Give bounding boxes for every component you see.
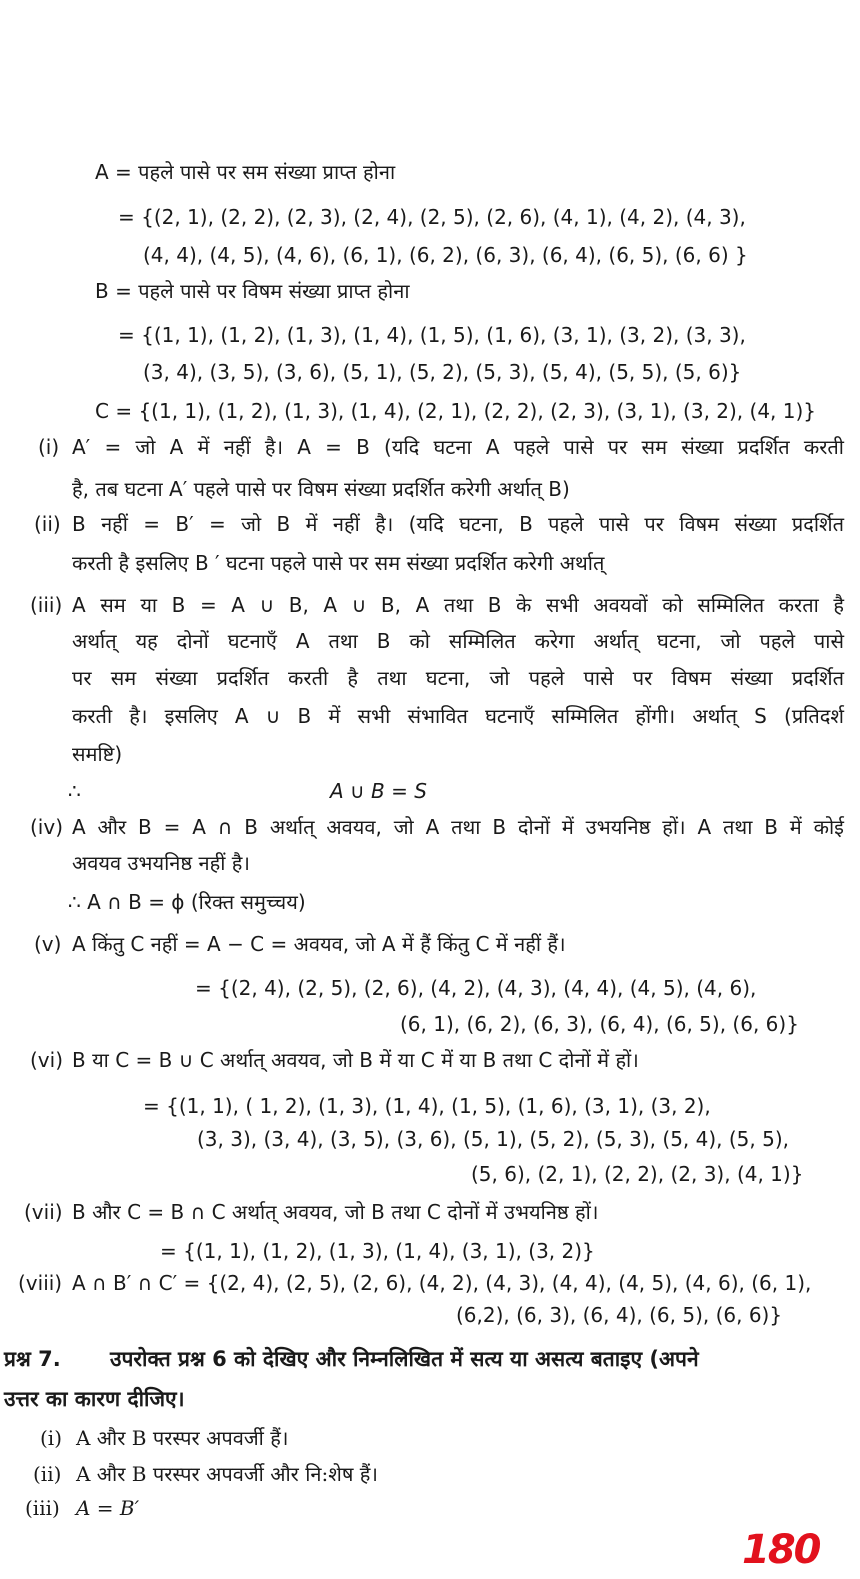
question-7-item-label-ii: (ii) xyxy=(33,1462,62,1486)
item-vi-line1: B या C = B ∪ C अर्थात् अवयव, जो B में या C में या B तथा C दोनों में हों। xyxy=(72,1048,639,1072)
item-iii-line4: करती है। इसलिए A ∪ B में सभी संभावित घटनाएँ सम्मिलित होंगी। अर्थात् S (प्रतिदर्श xyxy=(72,704,844,728)
item-i-line1: A′ = जो A में नहीं है। A = B (यदि घटना A पहले पासे पर सम संख्या प्रदर्शित करती xyxy=(72,435,844,459)
item-label-ii: (ii) xyxy=(34,512,61,536)
item-label-v: (v) xyxy=(34,932,62,956)
item-iii-line3: पर सम संख्या प्रदर्शित करती है तथा घटना, जो पहले पासे पर विषम संख्या प्रदर्शित xyxy=(72,666,844,690)
question-7-item-label-iii: (iii) xyxy=(25,1496,60,1520)
item-label-viii: (viii) xyxy=(18,1271,63,1295)
item-label-vii: (vii) xyxy=(24,1200,63,1224)
item-iii-line5: समष्टि) xyxy=(72,742,123,766)
set-b-elements-line1: = {(1, 1), (1, 2), (1, 3), (1, 4), (1, 5), (1, 6), (3, 1), (3, 2), (3, 3), xyxy=(118,323,746,347)
item-vii-elements: = {(1, 1), (1, 2), (1, 3), (1, 4), (3, 1), (3, 2)} xyxy=(160,1239,595,1263)
set-b-definition: B = पहले पासे पर विषम संख्या प्राप्त होना xyxy=(95,279,410,303)
item-vi-elements-line1: = {(1, 1), ( 1, 2), (1, 3), (1, 4), (1, 5), (1, 6), (3, 1), (3, 2), xyxy=(143,1094,711,1118)
item-v-elements-line2: (6, 1), (6, 2), (6, 3), (6, 4), (6, 5), (6, 6)} xyxy=(400,1012,799,1036)
item-vii-line1: B और C = B ∩ C अर्थात् अवयव, जो B तथा C दोनों में उभयनिष्ठ हों। xyxy=(72,1200,599,1224)
item-viii-line1: A ∩ B′ ∩ C′ = {(2, 4), (2, 5), (2, 6), (4, 2), (4, 3), (4, 4), (4, 5), (4, 6), (6, 1), xyxy=(72,1271,812,1295)
set-a-elements-line1: = {(2, 1), (2, 2), (2, 3), (2, 4), (2, 5), (2, 6), (4, 1), (4, 2), (4, 3), xyxy=(118,205,746,229)
item-label-i: (i) xyxy=(38,435,60,459)
question-7-title: प्रश्न 7. xyxy=(4,1347,61,1371)
set-b-elements-line2: (3, 4), (3, 5), (3, 6), (5, 1), (5, 2), (5, 3), (5, 4), (5, 5), (5, 6)} xyxy=(143,360,742,384)
intersection-empty: ∴ A ∩ B = ϕ (रिक्त समुच्चय) xyxy=(68,890,306,914)
question-7-line1: उपरोक्त प्रश्न 6 को देखिए और निम्नलिखित में सत्य या असत्य बताइए (अपने xyxy=(110,1347,699,1371)
item-vi-elements-line3: (5, 6), (2, 1), (2, 2), (2, 3), (4, 1)} xyxy=(471,1162,804,1186)
item-iii-line1: A सम या B = A ∪ B, A ∪ B, A तथा B के सभी अवयवों को सम्मिलित करता है xyxy=(72,593,844,617)
item-v-line1: A किंतु C नहीं = A − C = अवयव, जो A में हैं किंतु C में नहीं हैं। xyxy=(72,932,566,956)
question-7-item-label-i: (i) xyxy=(40,1426,63,1450)
item-iii-line2: अर्थात् यह दोनों घटनाएँ A तथा B को सम्मिलित करेगा अर्थात् घटना, जो पहले पासे xyxy=(72,629,844,653)
question-7-item-iii: A = B′ xyxy=(76,1496,140,1520)
item-ii-line1: B नहीं = B′ = जो B में नहीं है। (यदि घटना, B पहले पासे पर विषम संख्या प्रदर्शित xyxy=(72,512,844,536)
page-number: 180 xyxy=(742,1527,820,1573)
question-7-item-ii: A और B परस्पर अपवर्जी और नि:शेष हैं। xyxy=(76,1462,378,1486)
item-iv-line2: अवयव उभयनिष्ठ नहीं है। xyxy=(72,851,250,875)
question-7-item-i: A और B परस्पर अपवर्जी हैं। xyxy=(76,1426,289,1450)
item-viii-line2: (6,2), (6, 3), (6, 4), (6, 5), (6, 6)} xyxy=(456,1303,783,1327)
item-ii-line2: करती है इसलिए B ′ घटना पहले पासे पर सम संख्या प्रदर्शित करेगी अर्थात् xyxy=(72,551,605,575)
item-i-line2: है, तब घटना A′ पहले पासे पर विषम संख्या प्रदर्शित करेगी अर्थात् B) xyxy=(72,477,570,501)
item-label-iv: (iv) xyxy=(30,815,63,839)
therefore-symbol: ∴ xyxy=(68,779,81,803)
set-a-definition: A = पहले पासे पर सम संख्या प्राप्त होना xyxy=(95,160,396,184)
item-vi-elements-line2: (3, 3), (3, 4), (3, 5), (3, 6), (5, 1), (5, 2), (5, 3), (5, 4), (5, 5), xyxy=(197,1127,790,1151)
item-v-elements-line1: = {(2, 4), (2, 5), (2, 6), (4, 2), (4, 3), (4, 4), (4, 5), (4, 6), xyxy=(195,976,757,1000)
question-7-line2: उत्तर का कारण दीजिए। xyxy=(4,1387,185,1411)
item-label-iii: (iii) xyxy=(30,593,63,617)
item-label-vi: (vi) xyxy=(30,1048,63,1072)
set-a-elements-line2: (4, 4), (4, 5), (4, 6), (6, 1), (6, 2), (6, 3), (6, 4), (6, 5), (6, 6) } xyxy=(143,243,748,267)
set-c-elements: C = {(1, 1), (1, 2), (1, 3), (1, 4), (2, 1), (2, 2), (2, 3), (3, 1), (3, 2), (4, 1)} xyxy=(95,399,817,423)
union-equals-sample-space: A ∪ B = S xyxy=(330,779,427,803)
item-iv-line1: A और B = A ∩ B अर्थात् अवयव, जो A तथा B दोनों में उभयनिष्ठ हों। A तथा B में कोई xyxy=(72,815,844,839)
